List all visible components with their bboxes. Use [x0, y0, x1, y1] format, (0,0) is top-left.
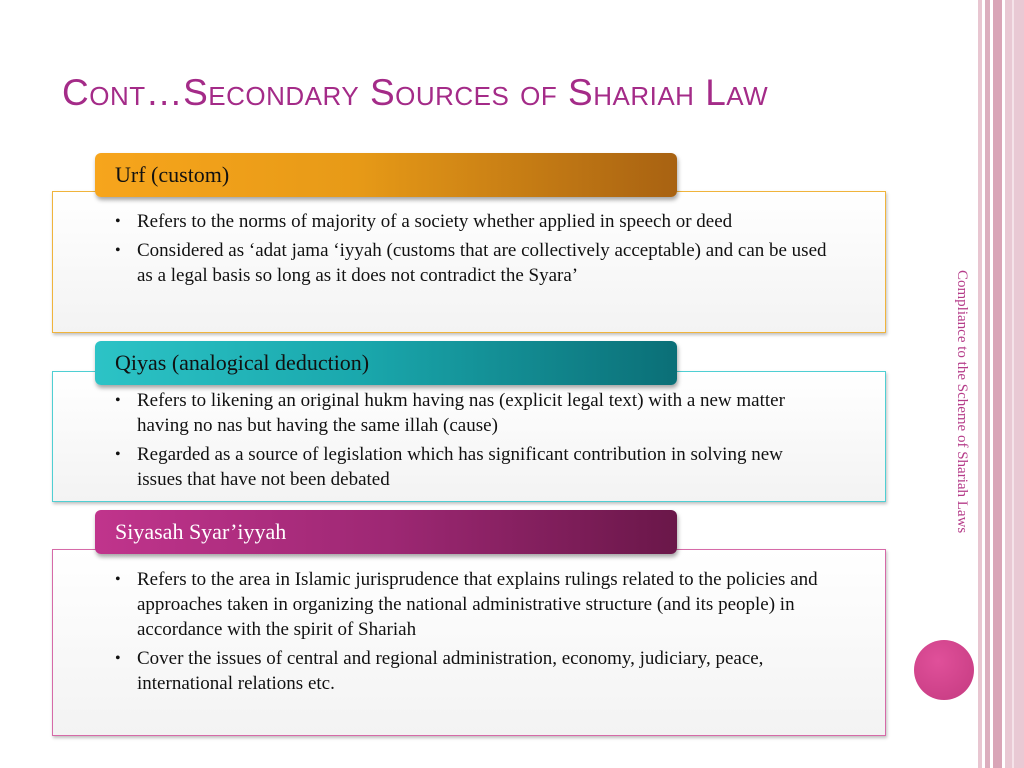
bullet-item: • Considered as ‘adat jama ‘iyyah (customs that are collectively acceptable) and can be used as a legal basis so long as it does not contradict the Syara’ [137, 238, 827, 288]
bullet-list [53, 372, 885, 492]
bullet-item: • Refers to the norms of majority of a society whether applied in speech or deed [137, 209, 827, 234]
section-heading-urf: Urf (custom) [95, 153, 677, 197]
decorative-circle [914, 640, 974, 700]
bullet-item: • Refers to the area in Islamic jurisprudence that explains rulings related to the policies and approaches taken in organizing the national administrative structure (and its people) in accordance with the spirit of Shariah [137, 567, 827, 642]
section-box-qiyas [52, 371, 886, 502]
slide-title: Cont…Secondary Sources of Shariah Law [62, 72, 769, 113]
side-footer-text: Compliance to the Scheme of Shariah Laws [954, 270, 970, 534]
bullet-list [53, 550, 885, 696]
bullet-item: • Refers to likening an original hukm having nas (explicit legal text) with a new matter having no nas but having the same illah (cause) [137, 388, 827, 438]
decorative-stripe [1005, 0, 1024, 768]
section-box-urf [52, 191, 886, 333]
decorative-stripe [985, 0, 990, 768]
decorative-stripe [993, 0, 1002, 768]
section-heading-siyasah: Siyasah Syar’iyyah [95, 510, 677, 554]
section-box-siyasah [52, 549, 886, 736]
bullet-item: • Cover the issues of central and regional administration, economy, judiciary, peace, international relations etc. [137, 646, 827, 696]
section-heading-qiyas: Qiyas (analogical deduction) [95, 341, 677, 385]
decorative-stripe [1012, 0, 1014, 768]
bullet-item: • Regarded as a source of legislation which has significant contribution in solving new issues that have not been debated [137, 442, 827, 492]
bullet-list [53, 192, 885, 288]
decorative-stripe [978, 0, 982, 768]
